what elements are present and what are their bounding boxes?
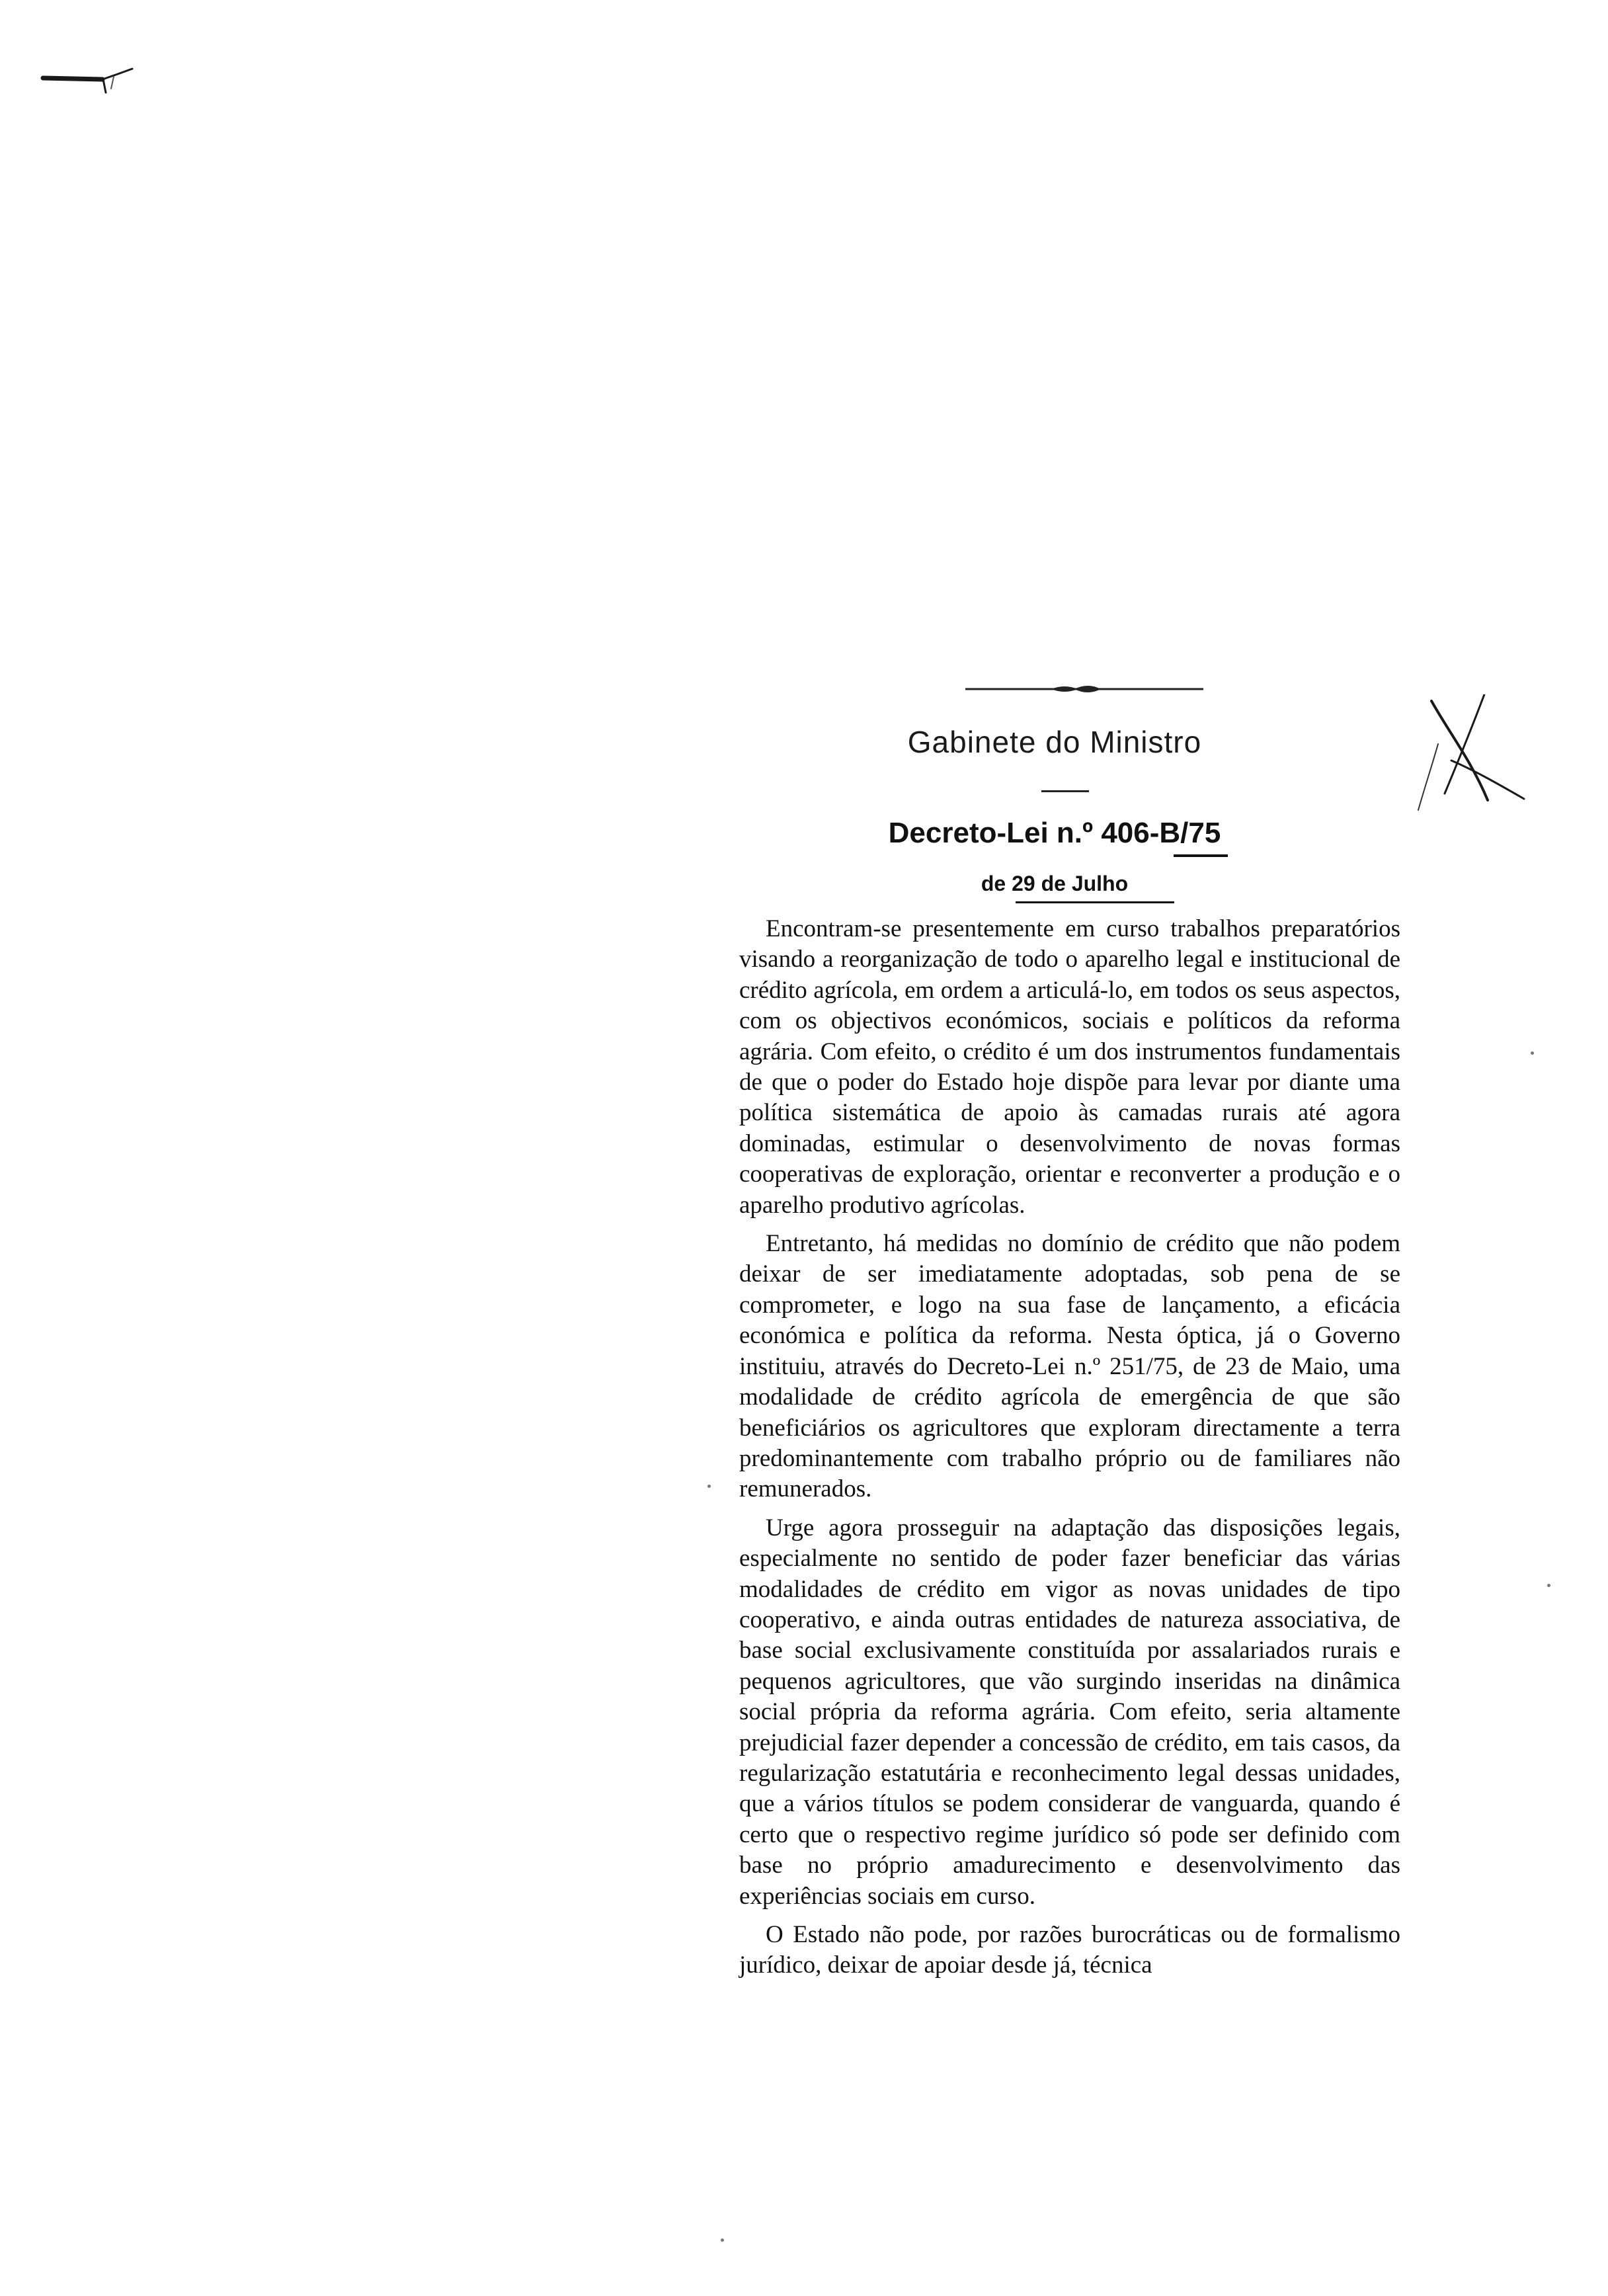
- scan-speck: [1547, 1584, 1550, 1587]
- body-paragraph: Entretanto, há medidas no domínio de crédito que não podem deixar de ser imediatamente adoptadas, sob pena de se comprometer, e logo na sua fase de lançamento, a eficácia económica e política da reforma. Nesta óptica, já o Governo instituiu, através do Decreto-Lei n.º 251/75, de 23 de Maio, uma modalidade de crédito agrícola de emergência de que são beneficiários os agricultores que exploram directamente a terra predominantemente com trabalho próprio ou de familiares não remunerados.: [739, 1230, 1400, 1503]
- body-paragraph: Urge agora prosseguir na adaptação das disposições legais, especialmente no sentido de poder fazer beneficiar das várias modalidades de crédito em vigor as novas unidades de tipo cooperativo, e ainda outras entidades de natureza associativa, de base social exclusivamente constituída por assalariados rurais e pequenos agricultores, que vão surgindo inseridas na dinâmica social própria da reforma agrária. Com efeito, seria altamente prejudicial fazer depender a concessão de crédito, em tais casos, da regularização estatutária e reconhecimento legal dessas unidades, que a vários títulos se podem considerar de vanguarda, quando é certo que o respectivo regime jurídico só pode ser definido com base no próprio amadurecimento e desenvolvimento das experiências sociais em curso.: [739, 1514, 1400, 1910]
- decree-date-underline: [1016, 901, 1174, 903]
- heading-separator: [1041, 790, 1089, 792]
- scan-speck: [1531, 1051, 1534, 1055]
- decree-date: de 29 de Julho: [981, 872, 1129, 895]
- decree-number-underline: [1174, 854, 1228, 857]
- scan-speck: [721, 2238, 724, 2242]
- body-paragraph: O Estado não pode, por razões burocráticas ou de formalismo jurídico, deixar de apoiar desde já, técnica: [739, 1921, 1400, 1979]
- handwritten-tick-mark: [40, 60, 139, 99]
- scan-speck: [707, 1485, 711, 1488]
- decree-body: [739, 914, 1400, 1989]
- handwritten-x-mark: [1412, 694, 1531, 813]
- header-ornament-rule: [965, 681, 1203, 697]
- decree-title: Decreto-Lei n.º 406-B/75: [888, 817, 1221, 849]
- office-heading: Gabinete do Ministro: [907, 725, 1202, 759]
- body-paragraph: Encontram-se presentemente em curso trabalhos preparatórios visando a reorganização de todo o aparelho legal e institucional de crédito agrícola, em ordem a articulá-lo, em todos os seus aspectos, com os objectivos económicos, sociais e políticos da reforma agrária. Com efeito, o crédito é um dos instrumentos fundamentais de que o poder do Estado hoje dispõe para levar por diante uma política sistemática de apoio às camadas rurais até agora dominadas, estimular o desenvolvimento de novas formas cooperativas de exploração, orientar e reconverter a produção e o aparelho produtivo agrícolas.: [739, 915, 1400, 1219]
